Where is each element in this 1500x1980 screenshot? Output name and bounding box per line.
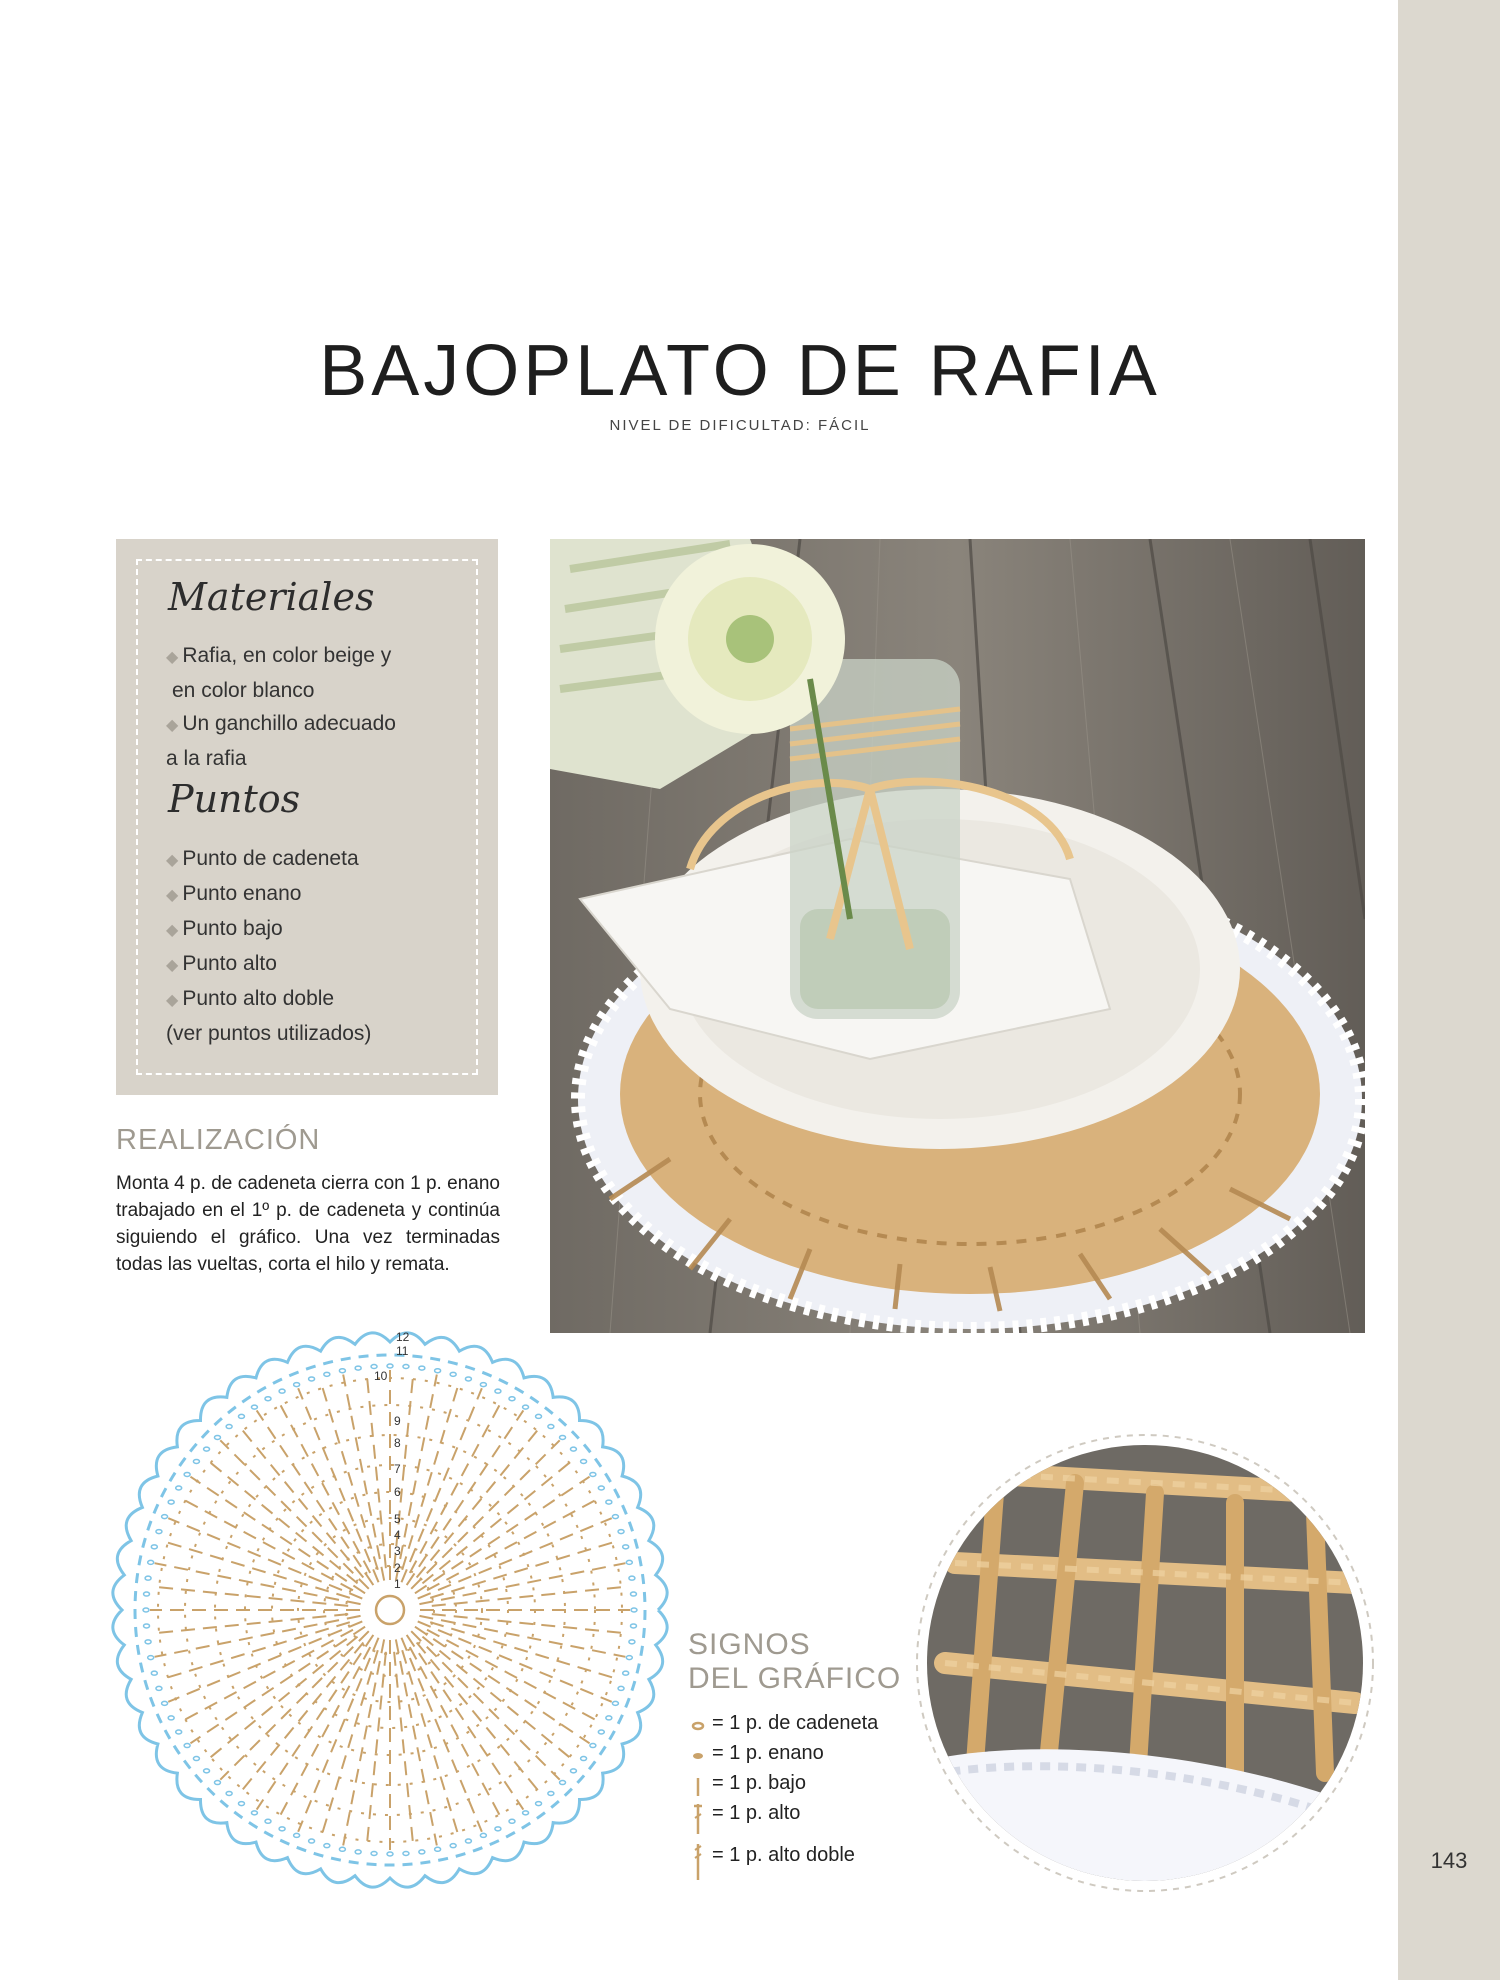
chain-stitch	[309, 1839, 315, 1843]
chain-stitch	[151, 1545, 157, 1549]
placemat-photo	[550, 539, 1365, 1333]
chain-stitch	[214, 1435, 220, 1439]
list-item: en color blanco	[172, 679, 315, 702]
chain-stitch	[495, 1389, 501, 1393]
double-crochet-icon	[690, 1802, 710, 1842]
materials-box	[116, 539, 498, 1095]
chain-stitch	[590, 1744, 596, 1748]
round-number: 9	[394, 1414, 401, 1428]
diamond-bullet-icon: ◆	[166, 852, 179, 869]
chain-stitch	[144, 1624, 150, 1628]
list-item: ◆ Punto bajo	[166, 917, 283, 940]
chain-stitch	[536, 1802, 542, 1806]
chain-stitch	[403, 1851, 409, 1855]
diamond-bullet-icon: ◆	[166, 887, 179, 904]
chain-stitch	[294, 1833, 300, 1837]
chain-stitch	[265, 1397, 271, 1401]
chain-stitch	[598, 1730, 604, 1734]
chain-stitch	[631, 1608, 637, 1612]
chain-stitch	[560, 1435, 566, 1439]
chain-stitch	[626, 1656, 632, 1660]
chain-stitch	[156, 1530, 162, 1534]
signos-heading: SIGNOS DEL GRÁFICO	[688, 1628, 902, 1695]
materiales-heading: Materiales	[168, 575, 375, 619]
chain-stitch	[435, 1847, 441, 1851]
list-item: ◆ Punto enano	[166, 882, 302, 905]
chain-stitch	[548, 1791, 554, 1795]
chain-stitch	[176, 1730, 182, 1734]
chain-stitch	[162, 1701, 168, 1705]
chain-stitch	[612, 1701, 618, 1705]
chain-stitch	[226, 1425, 232, 1429]
diamond-bullet-icon: ◆	[166, 649, 179, 666]
chain-stitch	[465, 1377, 471, 1381]
chain-stitch	[626, 1560, 632, 1564]
page-title: BAJOPLATO DE RAFIA	[319, 331, 1161, 411]
radial-stitch	[427, 1497, 602, 1590]
chain-stitch	[403, 1365, 409, 1369]
chain-stitch	[144, 1592, 150, 1596]
round-number: 12	[396, 1330, 410, 1344]
chain-stitch	[590, 1472, 596, 1476]
chain-stitch	[184, 1472, 190, 1476]
round-number: 2	[394, 1561, 401, 1575]
chain-stitch	[465, 1839, 471, 1843]
chain-stitch	[294, 1383, 300, 1387]
detail-photo	[915, 1433, 1375, 1893]
chain-stitch	[387, 1364, 393, 1368]
list-item: (ver puntos utilizados)	[166, 1022, 372, 1045]
chain-stitch	[151, 1671, 157, 1675]
list-item: a la rafia	[166, 747, 247, 770]
chain-stitch	[193, 1757, 199, 1761]
chain-stitch	[148, 1560, 154, 1564]
diamond-bullet-icon: ◆	[166, 717, 179, 734]
radial-stitch	[298, 1388, 378, 1582]
chain-stitch	[419, 1366, 425, 1370]
chain-stitch	[536, 1414, 542, 1418]
radial-stitch	[418, 1518, 612, 1598]
chain-stitch	[143, 1608, 149, 1612]
radial-stitch	[410, 1647, 503, 1822]
chain-stitch	[145, 1576, 151, 1580]
chain-stitch	[324, 1372, 330, 1376]
difficulty-level: NIVEL DE DIFICULTAD: FÁCIL	[609, 417, 871, 434]
round-number: 5	[394, 1512, 401, 1526]
detail-photo-illustration	[915, 1433, 1375, 1893]
chain-stitch	[630, 1624, 636, 1628]
chain-stitch	[148, 1656, 154, 1660]
treble-crochet-icon	[690, 1844, 710, 1884]
chain-stitch	[339, 1847, 345, 1851]
radial-stitch	[168, 1518, 362, 1598]
center-ring	[376, 1596, 404, 1624]
chain-stitch	[371, 1851, 377, 1855]
chain-stitch	[279, 1827, 285, 1831]
chain-stitch	[623, 1671, 629, 1675]
chain-stitch	[162, 1515, 168, 1519]
round-number: 1	[394, 1577, 401, 1591]
chain-stitch	[623, 1545, 629, 1549]
page-number: 143	[1430, 1848, 1468, 1873]
radial-stitch	[411, 1631, 559, 1779]
chain-stitch	[630, 1592, 636, 1596]
chain-stitch	[176, 1486, 182, 1490]
puntos-list	[166, 842, 486, 1050]
side-strip	[1398, 0, 1500, 1980]
radial-stitch	[298, 1638, 378, 1832]
chain-stitch	[371, 1365, 377, 1369]
realizacion-heading: REALIZACIÓN	[116, 1124, 321, 1156]
chain-stitch	[509, 1397, 515, 1401]
round-number: 3	[394, 1544, 401, 1558]
chain-stitch	[618, 1530, 624, 1534]
chain-stitch	[629, 1576, 635, 1580]
round-number: 7	[394, 1462, 401, 1476]
chain-stitch	[606, 1500, 612, 1504]
chain-stitch	[581, 1459, 587, 1463]
radial-stitch	[168, 1621, 362, 1701]
chain-stitch	[570, 1769, 576, 1773]
chain-stitch	[204, 1769, 210, 1773]
list-item: ◆ Punto de cadeneta	[166, 847, 359, 870]
chain-stitch	[618, 1686, 624, 1690]
chain-stitch	[495, 1827, 501, 1831]
radial-stitch	[277, 1398, 370, 1573]
radial-stitch	[418, 1621, 612, 1701]
chain-stitch	[480, 1383, 486, 1387]
chain-stitch	[450, 1844, 456, 1848]
round-number: 6	[394, 1485, 401, 1499]
chain-stitch	[193, 1459, 199, 1463]
round-number: 11	[396, 1344, 409, 1358]
chain-stitch	[560, 1781, 566, 1785]
chain-stitch	[251, 1405, 257, 1409]
chain-stitch	[355, 1850, 361, 1854]
chain-stitch	[570, 1447, 576, 1451]
list-item: ◆ Un ganchillo adecuado	[166, 712, 396, 735]
chain-stitch	[419, 1850, 425, 1854]
round-number: 8	[394, 1436, 401, 1450]
chain-stitch	[548, 1425, 554, 1429]
radial-stitch	[401, 1638, 481, 1832]
chain-stitch	[168, 1716, 174, 1720]
chain-stitch	[238, 1414, 244, 1418]
chain-stitch	[435, 1369, 441, 1373]
chain-stitch	[265, 1819, 271, 1823]
diamond-bullet-icon: ◆	[166, 922, 179, 939]
chain-stitch	[523, 1811, 529, 1815]
chain-stitch	[251, 1811, 257, 1815]
chain-stitch	[238, 1802, 244, 1806]
chain-stitch	[480, 1833, 486, 1837]
blue-ring	[135, 1355, 645, 1865]
radial-stitch	[401, 1388, 481, 1582]
diamond-bullet-icon: ◆	[166, 992, 179, 1009]
list-item: ◆ Punto alto doble	[166, 987, 335, 1010]
chain-stitch	[581, 1757, 587, 1761]
chain-stitch	[168, 1500, 174, 1504]
round-number: 4	[394, 1528, 401, 1542]
chain-stitch	[309, 1377, 315, 1381]
list-item: ◆ Rafia, en color beige y	[166, 644, 392, 667]
realizacion-text: Monta 4 p. de cadeneta cierra con 1 p. enano trabajado en el 1º p. de cadeneta y continúa siguiendo el gráfico. Una vez terminadas todas las vueltas, corta el hilo y remata.	[116, 1173, 500, 1275]
diamond-bullet-icon: ◆	[166, 957, 179, 974]
chain-stitch	[156, 1686, 162, 1690]
chain-stitch	[606, 1716, 612, 1720]
chain-stitch	[226, 1791, 232, 1795]
chain-stitch	[145, 1640, 151, 1644]
materiales-list	[166, 639, 486, 775]
chain-stitch	[509, 1819, 515, 1823]
chain-stitch	[612, 1515, 618, 1519]
radial-stitch	[220, 1631, 368, 1779]
chain-stitch	[355, 1366, 361, 1370]
chain-stitch	[387, 1852, 393, 1856]
chain-stitch	[339, 1369, 345, 1373]
chain-stitch	[450, 1372, 456, 1376]
chain-stitch	[204, 1447, 210, 1451]
chain-stitch	[214, 1781, 220, 1785]
placemat-photo-illustration	[550, 539, 1365, 1333]
round-number: 10	[374, 1369, 388, 1383]
chain-stitch	[523, 1405, 529, 1409]
chain-stitch	[598, 1486, 604, 1490]
list-item: ◆ Punto alto	[166, 952, 277, 975]
crochet-chart	[98, 1318, 682, 1902]
chain-stitch	[324, 1844, 330, 1848]
puntos-heading: Puntos	[168, 777, 301, 821]
chain-stitch	[279, 1389, 285, 1393]
chain-stitch	[629, 1640, 635, 1644]
chain-stitch	[184, 1744, 190, 1748]
